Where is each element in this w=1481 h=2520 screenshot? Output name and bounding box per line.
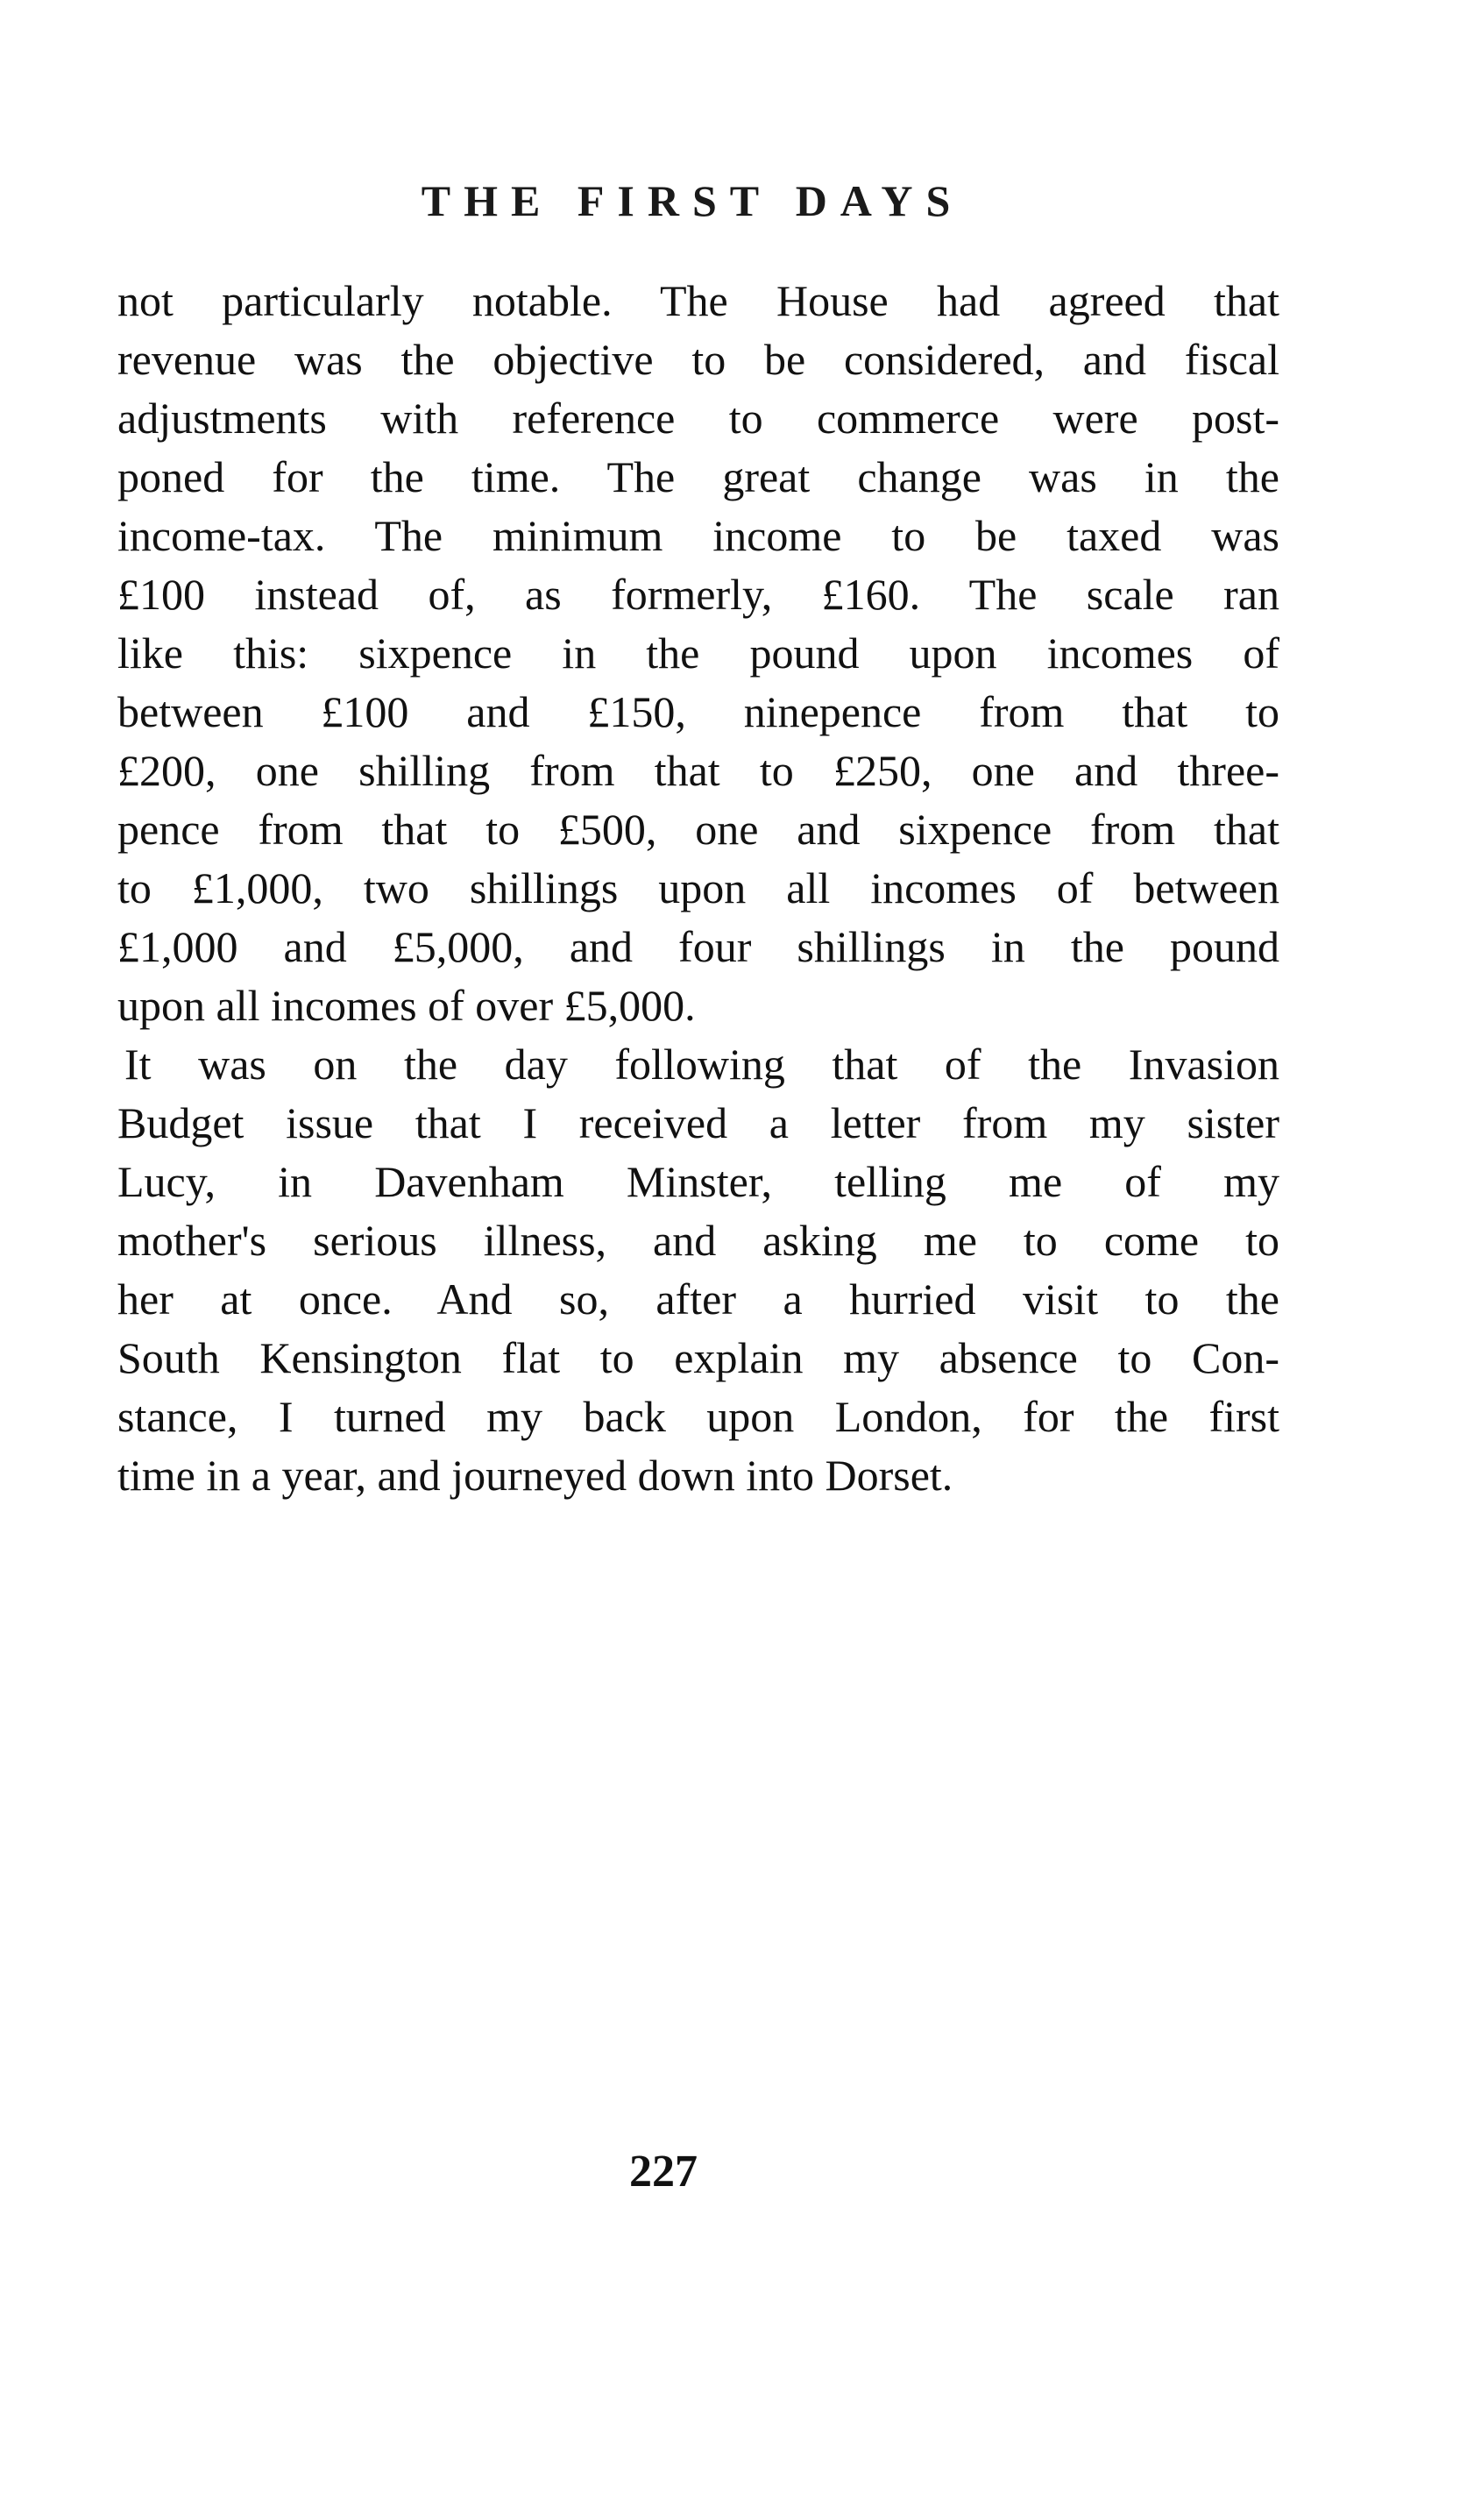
text-line: £100 instead of, as formerly, £160. The scale ran	[117, 570, 1279, 619]
text-line: £200, one shilling from that to £250, one and three-	[117, 746, 1279, 795]
text-line: Lucy, in Davenham Minster, telling me of my	[117, 1157, 1279, 1206]
text-line: time in a year, and journeyed down into Dorset.	[117, 1451, 953, 1500]
text-line: adjustments with reference to commerce were post-	[117, 394, 1279, 443]
text-line: her at once. And so, after a hurried visit to the	[117, 1274, 1279, 1324]
text-line: South Kensington flat to explain my absence to Con-	[117, 1333, 1279, 1382]
paragraph	[117, 1035, 1279, 1505]
page-number: 227	[629, 2147, 698, 2197]
body-text	[117, 272, 1279, 1505]
text-line: It was on the day following that of the Invasion	[124, 1040, 1279, 1089]
paragraph	[117, 272, 1279, 1035]
text-line: to £1,000, two shillings upon all incomes of between	[117, 863, 1279, 912]
text-line: pence from that to £500, one and sixpence from that	[117, 805, 1279, 854]
text-line: poned for the time. The great change was in the	[117, 452, 1279, 501]
running-header: THE FIRST DAYS	[421, 176, 964, 225]
text-line: not particularly notable. The House had agreed that	[117, 276, 1279, 325]
text-line: £1,000 and £5,000, and four shillings in the pound	[117, 922, 1279, 971]
text-line: income-tax. The minimum income to be taxed was	[117, 511, 1279, 560]
text-line: Budget issue that I received a letter from my sister	[117, 1098, 1279, 1147]
text-line: like this: sixpence in the pound upon incomes of	[117, 628, 1279, 678]
text-line: upon all incomes of over £5,000.	[117, 981, 696, 1030]
text-line: mother's serious illness, and asking me to come to	[117, 1216, 1279, 1265]
text-line: stance, I turned my back upon London, for the first	[117, 1392, 1279, 1441]
text-line: between £100 and £150, ninepence from that to	[117, 687, 1279, 736]
text-line: revenue was the objective to be considered, and fiscal	[117, 335, 1279, 384]
